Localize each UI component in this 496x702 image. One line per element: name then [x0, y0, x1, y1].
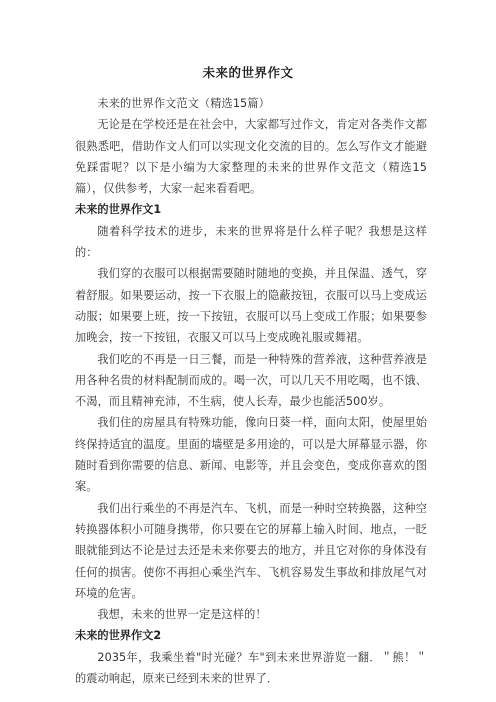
intro-subtitle: 未来的世界作文范文（精选15篇） — [97, 97, 270, 110]
section-heading: 未来的世界作文1 — [75, 203, 162, 217]
paragraph: 我们穿的衣服可以根据需要随时随地的变换，并且保温、透气，穿着舒服。如果要运动，按一下衣服上的隐蔽按钮，衣服可以马上变成运动服；如果要上班，按一下按钮，衣服可以马上变成工作服；如果要参加晚会，按一下按钮，衣服又可以马上变成晚礼服或舞裙。 — [75, 267, 427, 345]
essay-section-2 — [75, 625, 427, 689]
paragraph: 我们吃的不再是一日三餐，而是一种特殊的营养液，这种营养液是用各种名贵的材料配制而成的。喝一次，可以几天不用吃喝，也不饿、不渴，而且精神充沛，不生病，使人长寿，最少也能活500岁。 — [75, 352, 427, 409]
paragraph: 我们住的房屋具有特殊功能，像向日葵一样，面向太阳，使屋里始终保持适宜的温度。里面的墙壁是多用途的，可以是大屏幕显示器，你随时看到你需要的信息、新闻、电影等，并且会变色，变成你喜欢的图案。 — [75, 416, 427, 494]
document-body — [75, 93, 427, 689]
section-heading: 未来的世界作文2 — [75, 629, 162, 643]
paragraph: 2035年，我乘坐着"时光碰？车"到未来世界游览一翻．＂熊！＂的震动响起，原来已经到未来的世界了． — [75, 650, 427, 686]
intro-paragraph: 无论是在学校还是在社会中，大家都写过作文，肯定对各类作文都很熟悉吧，借助作文人们可以实现文化交流的目的。怎么写作文才能避免踩雷呢？以下是小编为大家整理的未来的世界作文范文（精选15篇），仅供参考，大家一起来看看吧。 — [75, 118, 427, 196]
document-title: 未来的世界作文 — [202, 65, 294, 80]
paragraph: 我们出行乘坐的不再是汽车、飞机，而是一种时空转换器，这种空转换器体积小可随身携带，你只要在它的屏幕上输入时间、地点，一眨眼就能到达不论是过去还是未来你要去的地方，并且它对你的身体没有任何的损害。使你不再担心乘坐汽车、飞机容易发生事故和排放尾气对环境的危害。 — [75, 501, 427, 600]
paragraph: 我想，未来的世界一定是这样的！ — [97, 608, 267, 622]
paragraph: 随着科学技术的进步，未来的世界将是什么样子呢？我想是这样的： — [75, 224, 427, 260]
essay-section-1 — [75, 199, 427, 625]
